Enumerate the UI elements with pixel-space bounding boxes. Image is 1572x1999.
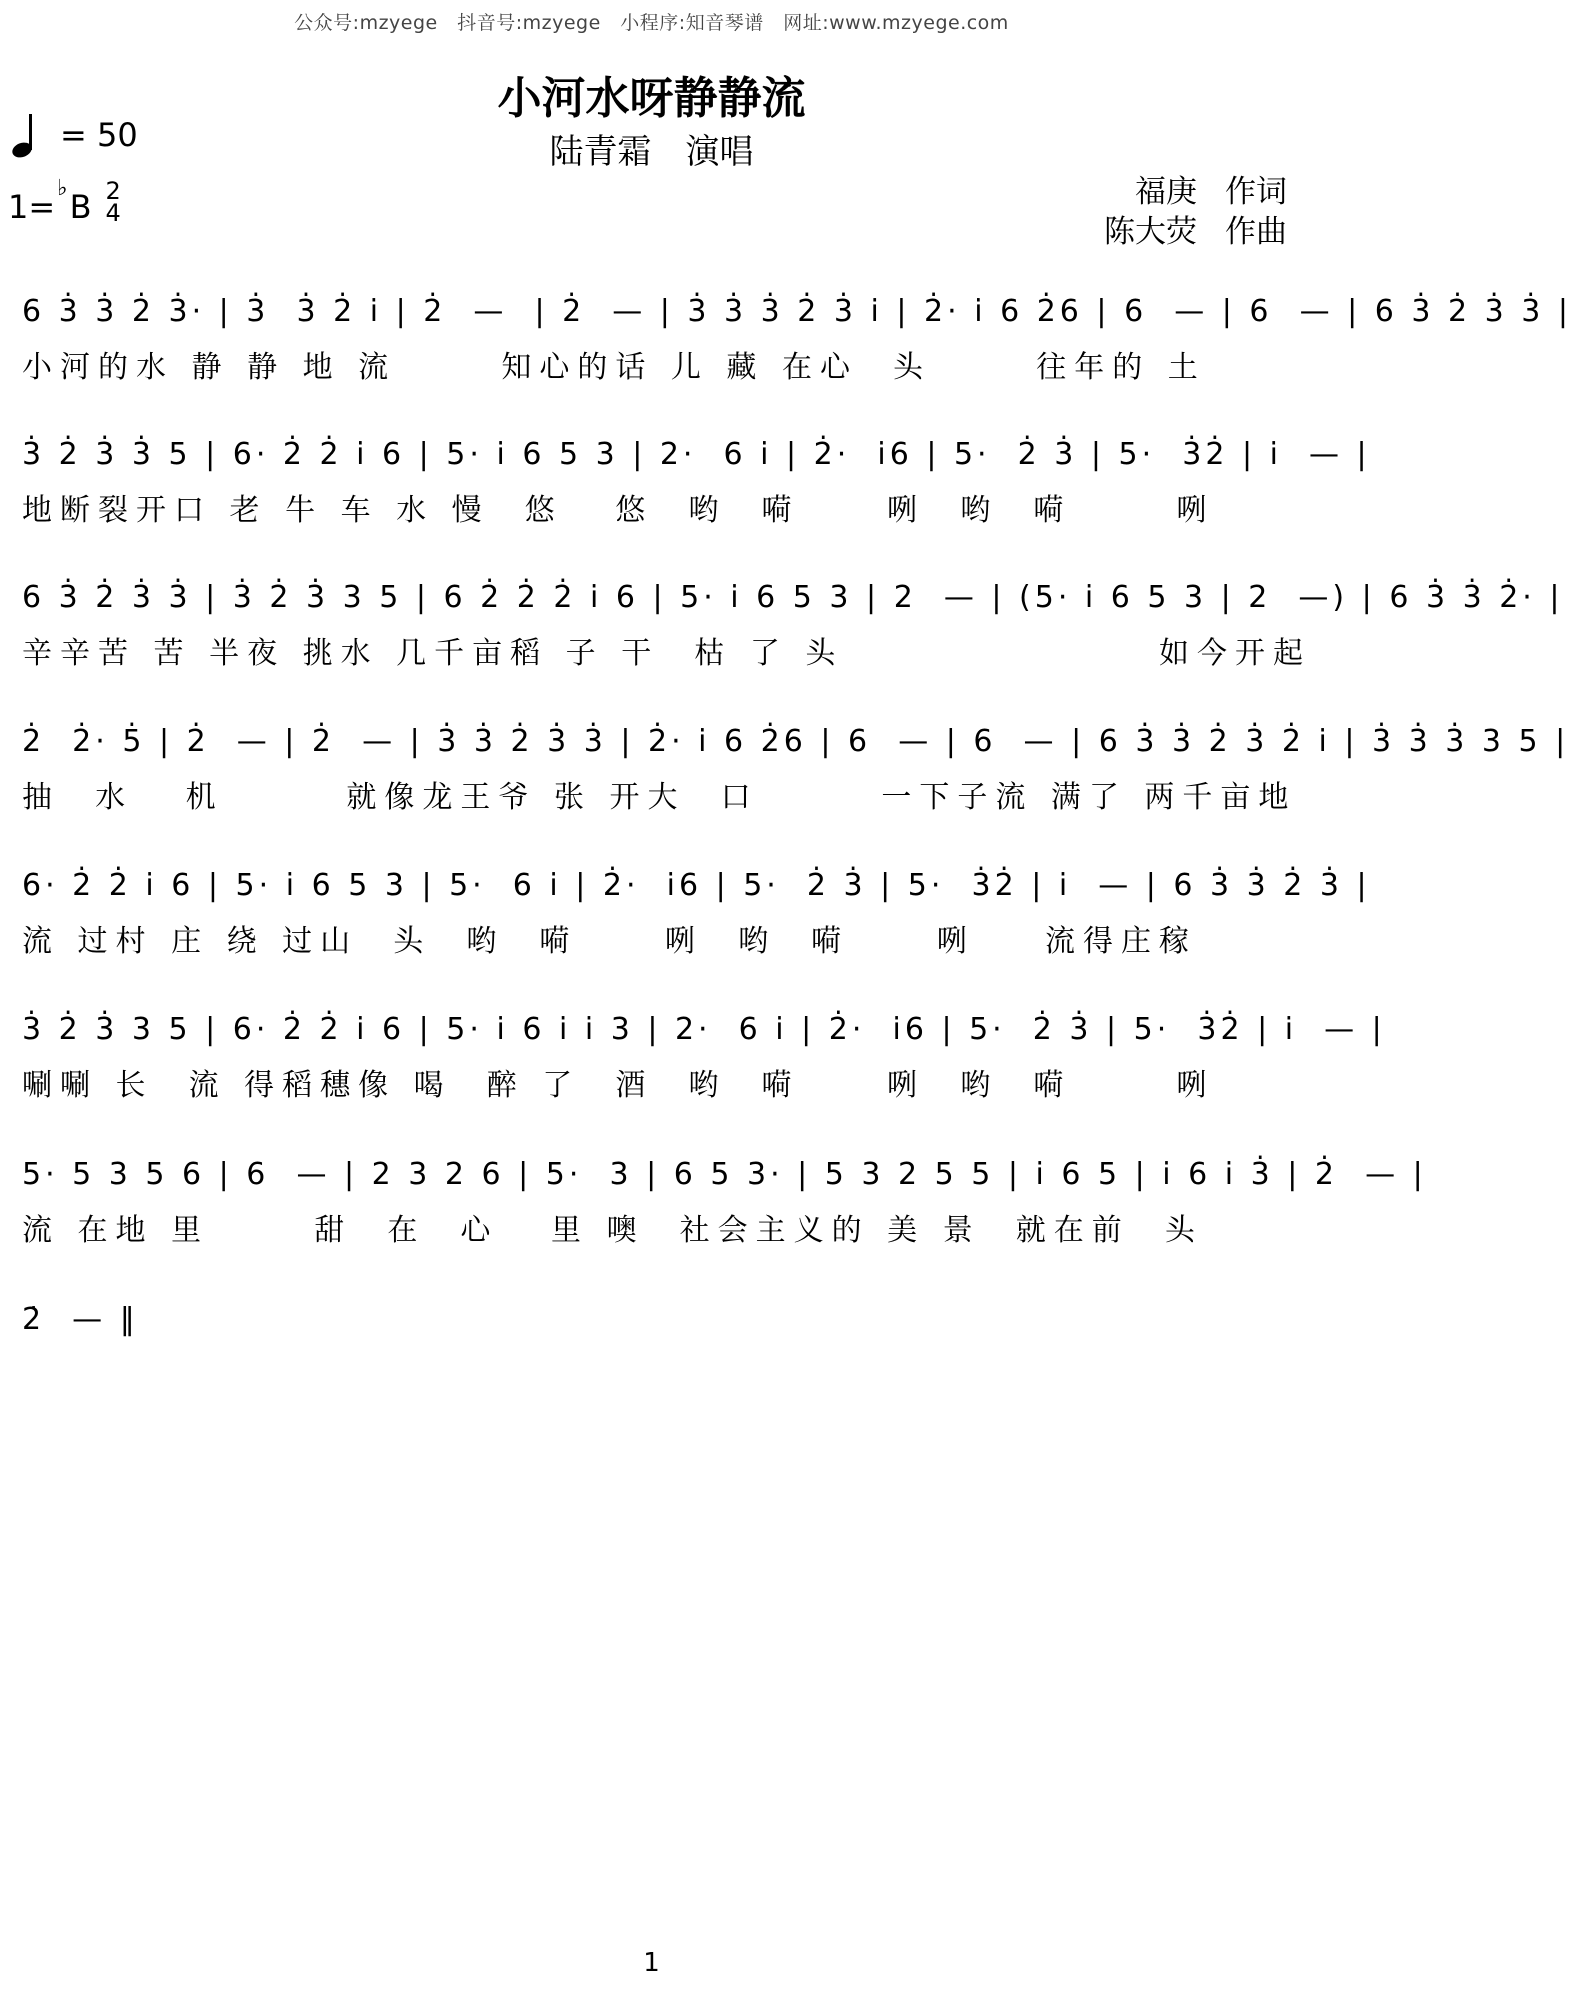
page-number: 1 (643, 1948, 660, 1978)
notation-line: 6 3̇ 2̇ 3̇ 3̇ | 3̇ 2̇ 3̇ 3 5 | 6 2̇ 2̇ 2̇ i̇ 6 | 5· i̇ 6 5 3 | 2 — | (5· i̇ 6 5 3 | 2 —) | 6 3̇ 3̇ 2̇· | (22, 580, 1564, 615)
score-row-4 (22, 712, 1570, 862)
notation-line: 2̇ 2̇· 5̇ | 2̇ — | 2̇ — | 3̇ 3̇ 2̇ 3̇ 3̇ | 2̇· i̇ 6 2̇6 | 6 — | 6 — | 6 3̇ 3̇ 2̇ 3̇ 2̇ i̇ | 3̇ 3̇ 3̇ 3 5 | (22, 724, 1570, 759)
score-row-8 (22, 1290, 1282, 1440)
lyrics-line: 抽 水 机 就像龙王爷 张 开大 口 一下子流 满了 两千亩地 (22, 780, 1297, 815)
notation-line: 3̇ 2̇ 3̇ 3 5 | 6· 2̇ 2̇ i̇ 6 | 5· i̇ 6 i̇ i̇ 3 | 2· 6 i̇ | 2̇· i̇6 | 5· 2̇ 3̇ | 5· 3̇2̇ | i̇ — | (22, 1012, 1386, 1047)
score-row-3 (22, 568, 1564, 718)
composer-role: 作曲 (1225, 214, 1287, 250)
song-title: 小河水呀静静流 (497, 73, 806, 124)
tempo-value: = 50 (60, 116, 138, 154)
page-header: 公众号:mzyege 抖音号:mzyege 小程序:知音琴谱 网址:www.mzyege.com (294, 12, 1009, 34)
score-row-5 (22, 856, 1371, 1006)
meter-top: 2 (105, 177, 121, 205)
time-signature (105, 177, 121, 227)
lyrics-line: 小河的水 静 静 地 流 知心的话 儿 藏 在心 头 往年的 土 (22, 350, 1206, 385)
meter-bottom: 4 (105, 199, 121, 227)
lyricist-name: 福庚 (1135, 174, 1197, 210)
lyrics-line: 流 过村 庄 绕 过山 头 哟 嗬 咧 哟 嗬 咧 流得庄稼 (22, 924, 1198, 959)
key-signature (8, 176, 121, 232)
quarter-note-icon (10, 112, 46, 158)
score-row-1 (22, 282, 1572, 432)
notation-line: 3̇ 2̇ 3̇ 3̇ 5 | 6· 2̇ 2̇ i̇ 6 | 5· i̇ 6 5 3 | 2· 6 i̇ | 2̇· i̇6 | 5· 2̇ 3̇ | 5· 3̇2̇ | i̇ — | (22, 437, 1371, 472)
notation-line: 6· 2̇ 2̇ i̇ 6 | 5· i̇ 6 5 3 | 5· 6 i̇ | 2̇· i̇6 | 5· 2̇ 3̇ | 5· 3̇2̇ | i̇ — | 6 3̇ 3̇ 2̇ 3̇ | (22, 868, 1371, 903)
score-row-2 (22, 425, 1371, 575)
notation-line: 2̇ — ‖ (22, 1302, 139, 1337)
composer-name: 陈大荧 (1104, 214, 1197, 250)
score-row-6 (22, 1000, 1386, 1150)
key-prefix: 1= (8, 188, 56, 226)
tempo-marking (10, 112, 138, 158)
lyrics-line (22, 1354, 1282, 1398)
performer-line: 陆青霜 演唱 (549, 132, 754, 172)
lyricist-role: 作词 (1225, 174, 1287, 210)
score-row-7 (22, 1145, 1427, 1295)
composer-credit (1104, 212, 1287, 252)
lyrics-line: 辛辛苦 苦 半夜 挑水 几千亩稻 子 干 枯 了 头 如今开起 (22, 636, 1312, 671)
notation-line: 5· 5 3 5 6 | 6 — | 2 3 2 6 | 5· 3 | 6 5 3· | 5 3 2 5 5 | i̇ 6 5 | i̇ 6 i̇ 3̇ | 2̇ — | (22, 1157, 1427, 1192)
lyrics-line: 流 在地 里 甜 在 心 里 噢 社会主义的 美 景 就在前 头 (22, 1213, 1203, 1248)
lyrics-line: 唰唰 长 流 得稻穗像 喝 醉 了 酒 哟 嗬 咧 哟 嗬 咧 (22, 1068, 1215, 1103)
key-note: B (69, 188, 92, 226)
notation-line: 6 3̇ 3̇ 2̇ 3̇· | 3̇ 3̇ 2̇ i̇ | 2̇ — | 2̇ — | 3̇ 3̇ 3̇ 2̇ 3̇ i̇ | 2̇· i̇ 6 2̇6 | 6 — | 6 — | 6 3̇ 2̇ 3̇ 3̇ | (22, 294, 1572, 329)
lyrics-line: 地断裂开口 老 牛 车 水 慢 悠 悠 哟 嗬 咧 哟 嗬 咧 (22, 493, 1215, 528)
lyricist-credit (1104, 172, 1287, 212)
credits (1104, 172, 1287, 252)
flat-icon: ♭ (57, 176, 68, 201)
